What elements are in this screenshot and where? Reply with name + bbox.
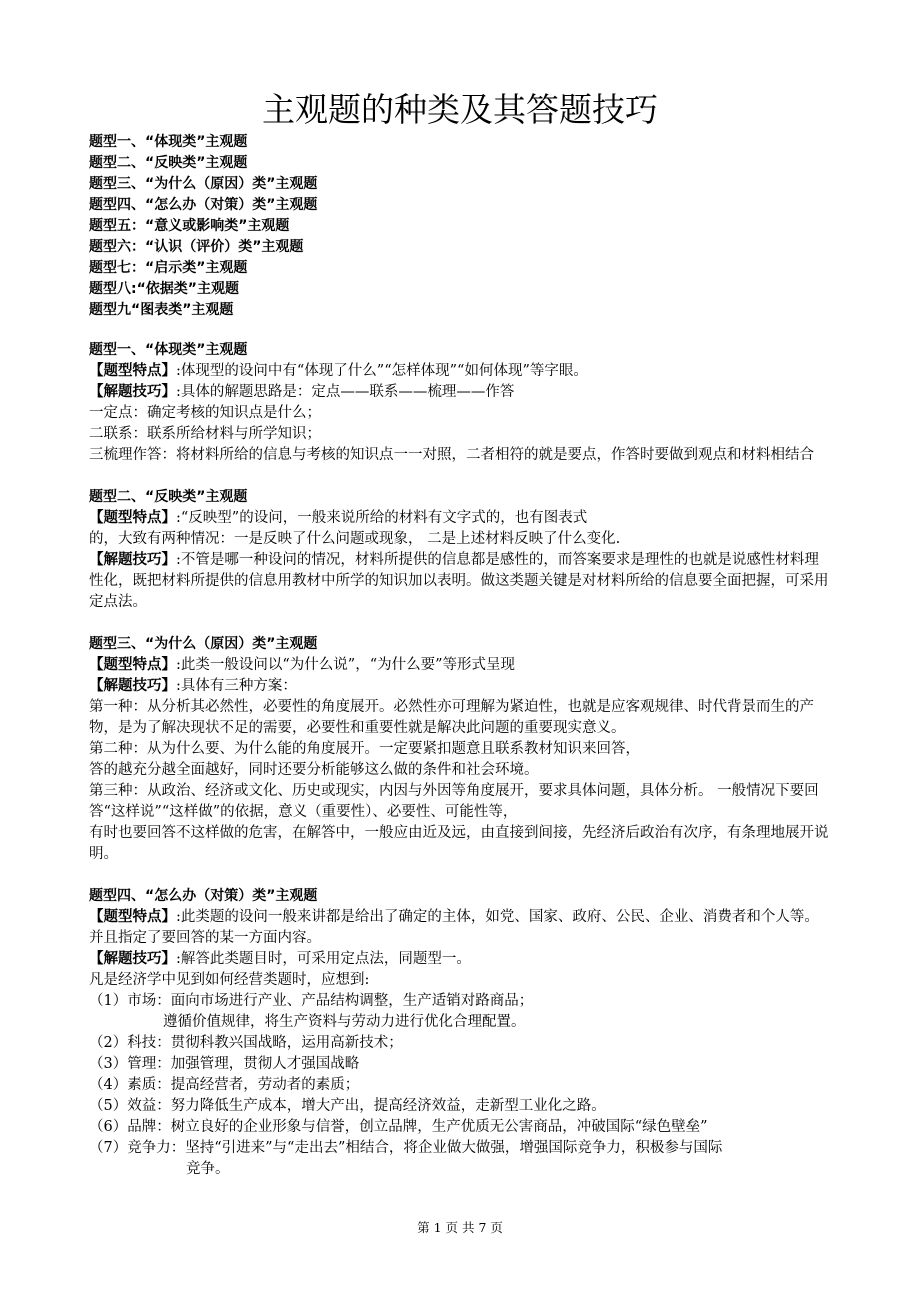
paragraph [89,949,833,970]
toc-item: 题型六：“认识（评价）类”主观题 [89,239,304,255]
paragraph [89,382,833,403]
section-heading: 题型二、“反映类”主观题 [89,489,248,505]
toc-item: 题型四、“怎么办（对策）类”主观题 [89,197,318,213]
paragraph-text: :体现型的设问中有“体现了什么”“怎样体现”“如何体现”等字眼。 [176,363,588,379]
label-tixing-tedian: 【题型特点】 [89,363,176,379]
label-tixing-tedian: 【题型特点】 [89,909,176,925]
paragraph-text: :解答此类题目时，可采用定点法，同题型一。 [176,951,471,967]
document-body [89,340,833,1180]
section-heading: 题型四、“怎么办（对策）类”主观题 [89,888,318,904]
label-jieti-jiqiao: 【解题技巧】 [89,552,176,568]
section-tixian [89,340,833,466]
toc-item: 题型一、“体现类”主观题 [89,134,248,150]
page-title: 主观题的种类及其答题技巧 [262,90,658,129]
section-heading: 题型三、“为什么（原因）类”主观题 [89,636,318,652]
list-item-continuation: 竞争。 [186,1161,230,1177]
list-item: （2）科技：贯彻科教兴国战略，运用高新技术； [89,1035,403,1051]
list-item: （7）竞争力：坚持“引进来”与“走出去”相结合，将企业做大做强，增强国际竞争力，积极参与国际 [89,1140,723,1156]
paragraph [89,655,833,676]
list-item: （6）品牌：树立良好的企业形象与信誉，创立品牌，生产优质无公害商品，冲破国际“绿色壁垒” [89,1119,708,1135]
paragraph: 二联系：联系所给材料与所学知识； [89,426,321,442]
list-item-continuation: 遵循价值规律，将生产资料与劳动力进行优化合理配置。 [163,1014,526,1030]
paragraph: 的，大致有两种情况：一是反映了什么问题或现象， 二是上述材料反映了什么变化. [89,531,621,547]
page-footer: 第 1 页 共 7 页 [417,1220,503,1235]
list-item: （1）市场：面向市场进行产业、产品结构调整，生产适销对路商品； [89,993,534,1009]
paragraph: 第一种：从分析其必然性，必要性的角度展开。必然性亦可理解为紧迫性，也就是应客观规律、时代背景而生的产物，是为了解决现状不足的需要，必要性和重要性就是解决此问题的重要现实意义。 [89,699,814,736]
paragraph: 有时也要回答不这样做的危害，在解答中，一般应由近及远，由直接到间接，先经济后政治有次序，有条理地展开说明。 [89,825,829,862]
toc-item: 题型二、“反映类”主观题 [89,155,248,171]
paragraph: 凡是经济学中见到如何经营类题时，应想到: [89,972,370,988]
paragraph [89,676,833,697]
paragraph: 第三种：从政治、经济或文化、历史或现实，内因与外因等角度展开，要求具体问题，具体分析。 一般情况下要回答“这样说”“这样做”的依据，意义（重要性）、必要性、可能性等， [89,783,819,820]
toc-item: 题型八:“依据类”主观题 [89,281,240,297]
section-zenmeban [89,886,833,1180]
paragraph-text: :具体的解题思路是：定点——联系——梳理——作答 [176,384,515,400]
section-weishenme [89,634,833,865]
paragraph-text: :“反映型”的设问，一般来说所给的材料有文字式的，也有图表式 [176,510,588,526]
toc-item: 题型九“图表类”主观题 [89,302,234,318]
toc-item: 题型五：“意义或影响类”主观题 [89,218,290,234]
paragraph-text: :此类题的设问一般来讲都是给出了确定的主体，如党、国家、政府、公民、企业、消费者和个人等。并且指定了要回答的某一方面内容。 [89,909,819,946]
paragraph [89,550,833,613]
label-jieti-jiqiao: 【解题技巧】 [89,678,176,694]
list-item: （4）素质：提高经营者，劳动者的素质； [89,1077,360,1093]
list-item: （5）效益：努力降低生产成本，增大产出，提高经济效益，走新型工业化之路。 [89,1098,606,1114]
paragraph [89,508,833,529]
label-tixing-tedian: 【题型特点】 [89,657,176,673]
section-fanying [89,487,833,613]
paragraph: 三梳理作答：将材料所给的信息与考核的知识点一一对照，二者相符的就是要点，作答时要做到观点和材料相结合 [89,447,814,463]
paragraph-text: :不管是哪一种设问的情况，材料所提供的信息都是感性的，而答案要求是理性的也就是说感性材料理性化，既把材料所提供的信息用教材中所学的知识加以表明。做这类题关键是对材料所给的信息要全面把握，可采用定点法。 [89,552,829,610]
paragraph: 答的越充分越全面越好，同时还要分析能够这么做的条件和社会环境。 [89,762,539,778]
paragraph-text: :此类一般设问以“为什么说”，“为什么要”等形式呈现 [176,657,516,673]
label-jieti-jiqiao: 【解题技巧】 [89,951,176,967]
toc-item: 题型三、“为什么（原因）类”主观题 [89,176,318,192]
paragraph-text: :具体有三种方案： [176,678,297,694]
toc-item: 题型七：“启示类”主观题 [89,260,248,276]
table-of-contents [89,132,317,321]
list-item: （3）管理：加强管理，贯彻人才强国战略 [89,1056,360,1072]
paragraph [89,361,833,382]
paragraph: 一定点：确定考核的知识点是什么； [89,405,321,421]
label-tixing-tedian: 【题型特点】 [89,510,176,526]
paragraph [89,907,833,949]
label-jieti-jiqiao: 【解题技巧】 [89,384,176,400]
paragraph: 第二种：从为什么要、为什么能的角度展开。一定要紧扣题意且联系教材知识来回答， [89,741,640,757]
section-heading: 题型一、“体现类”主观题 [89,342,248,358]
